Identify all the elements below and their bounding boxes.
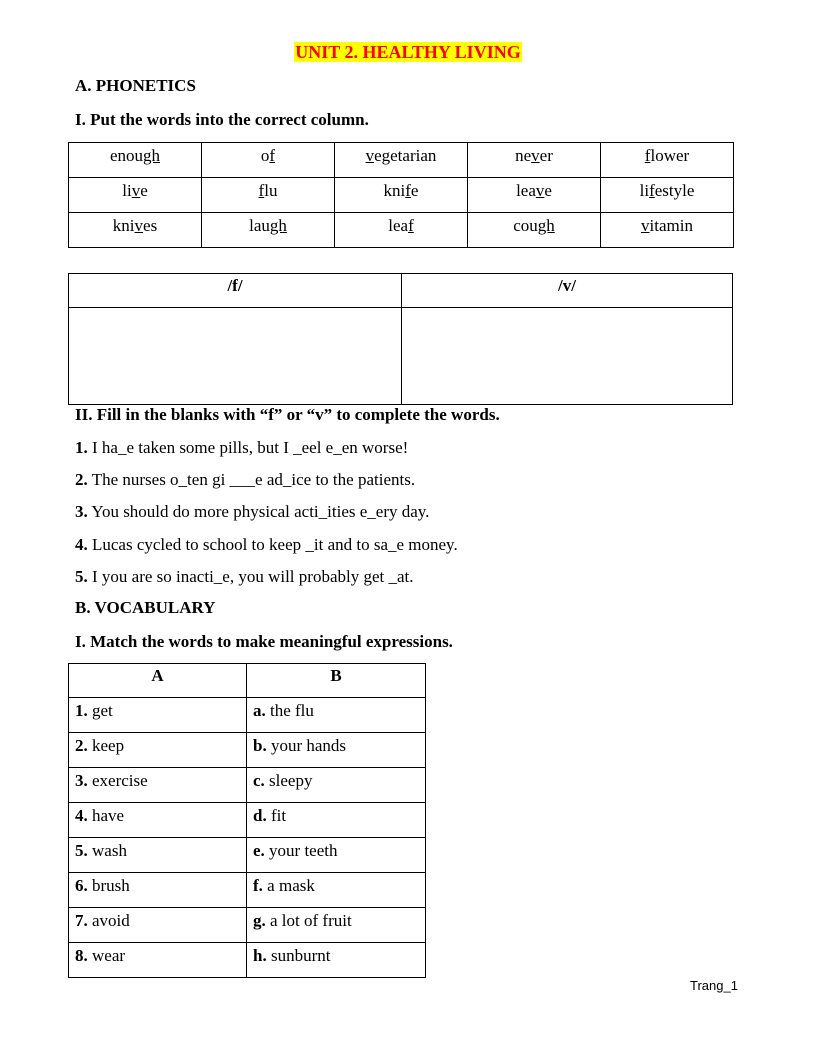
match-row <box>69 768 426 803</box>
underlined-letter: v <box>641 216 650 235</box>
word-cell <box>335 213 468 248</box>
word-cell <box>601 143 734 178</box>
underlined-letter: gh <box>269 216 287 235</box>
underlined-letter: f <box>405 181 411 200</box>
word-table <box>68 142 734 248</box>
word-text: flower <box>644 146 690 165</box>
section-b-heading: B. VOCABULARY <box>75 598 216 617</box>
match-item-a: 2. keep <box>69 733 247 768</box>
word-cell <box>468 213 601 248</box>
word-cell <box>202 143 335 178</box>
ex2-heading: II. Fill in the blanks with “f” or “v” to complete the words. <box>75 405 500 424</box>
fill-blank-sentence: 1. I ha_e taken some pills, but I _eel e_en worse! <box>75 438 409 457</box>
match-row <box>69 698 426 733</box>
column-a-header: A <box>69 664 247 698</box>
word-cell <box>69 178 202 213</box>
underlined-letter: v <box>535 181 545 200</box>
word-text: vegetarian <box>365 146 437 165</box>
column-f-header: /f/ <box>69 274 402 308</box>
match-item-a: 7. avoid <box>69 908 247 943</box>
word-text: knife <box>383 181 419 200</box>
word-text: vitamin <box>641 216 693 235</box>
matching-table <box>68 663 426 978</box>
match-item-b: f. a mask <box>247 873 426 908</box>
column-v-header: /v/ <box>402 274 733 308</box>
underlined-letter: f <box>649 181 655 200</box>
word-text: flu <box>258 181 278 200</box>
underlined-letter: v <box>365 146 375 165</box>
word-text: of <box>260 146 276 165</box>
sorting-table <box>68 273 733 405</box>
underlined-letter: f <box>408 216 414 235</box>
match-item-b: b. your hands <box>247 733 426 768</box>
match-item-b: g. a lot of fruit <box>247 908 426 943</box>
match-item-b: h. sunburnt <box>247 943 426 978</box>
word-text: leaf <box>388 216 414 235</box>
match-item-b: e. your teeth <box>247 838 426 873</box>
word-cell <box>202 178 335 213</box>
match-item-a: 5. wash <box>69 838 247 873</box>
page-number: Trang_1 <box>690 978 738 993</box>
match-item-a: 3. exercise <box>69 768 247 803</box>
word-cell <box>601 213 734 248</box>
word-cell <box>69 213 202 248</box>
match-row <box>69 803 426 838</box>
underlined-letter: v <box>131 181 141 200</box>
match-heading: I. Match the words to make meaningful expressions. <box>75 632 453 651</box>
match-item-b: d. fit <box>247 803 426 838</box>
underlined-letter: f <box>258 181 265 200</box>
match-row <box>69 838 426 873</box>
match-item-a: 6. brush <box>69 873 247 908</box>
word-text: laugh <box>249 216 287 235</box>
word-text: knives <box>112 216 158 235</box>
column-b-header: B <box>247 664 426 698</box>
word-cell <box>601 178 734 213</box>
fill-blank-sentence: 3. You should do more physical acti_ities e_ery day. <box>75 502 430 521</box>
underlined-letter: gh <box>143 146 161 165</box>
fill-blank-sentence: 2. The nurses o_ten gi ___e ad_ice to the patients. <box>75 470 416 489</box>
match-item-a: 8. wear <box>69 943 247 978</box>
underlined-letter: gh <box>537 216 555 235</box>
word-text: enough <box>109 146 161 165</box>
word-text: live <box>122 181 148 200</box>
fill-blank-sentence: 4. Lucas cycled to school to keep _it and to sa_e money. <box>75 535 458 554</box>
section-a-heading: A. PHONETICS <box>75 76 196 95</box>
word-text: never <box>515 146 553 165</box>
word-text: leave <box>516 181 552 200</box>
match-item-a: 4. have <box>69 803 247 838</box>
word-cell <box>335 143 468 178</box>
word-text: lifestyle <box>639 181 695 200</box>
match-item-a: 1. get <box>69 698 247 733</box>
word-cell <box>468 178 601 213</box>
word-cell <box>202 213 335 248</box>
underlined-letter: f <box>269 146 276 165</box>
ex1-heading: I. Put the words into the correct column. <box>75 110 369 129</box>
match-row <box>69 873 426 908</box>
underlined-letter: f <box>644 146 651 165</box>
match-row <box>69 943 426 978</box>
word-cell <box>69 143 202 178</box>
underlined-letter: v <box>134 216 144 235</box>
fill-blank-sentence: 5. I you are so inacti_e, you will probably get _at. <box>75 567 414 586</box>
match-item-b: a. the flu <box>247 698 426 733</box>
match-row <box>69 908 426 943</box>
match-item-b: c. sleepy <box>247 768 426 803</box>
column-f-answer-cell[interactable] <box>69 308 402 405</box>
word-cell <box>335 178 468 213</box>
page-title: UNIT 2. HEALTHY LIVING <box>295 42 521 62</box>
word-text: cough <box>513 216 555 235</box>
match-row <box>69 733 426 768</box>
underlined-letter: v <box>531 146 540 165</box>
word-cell <box>468 143 601 178</box>
column-v-answer-cell[interactable] <box>402 308 733 405</box>
